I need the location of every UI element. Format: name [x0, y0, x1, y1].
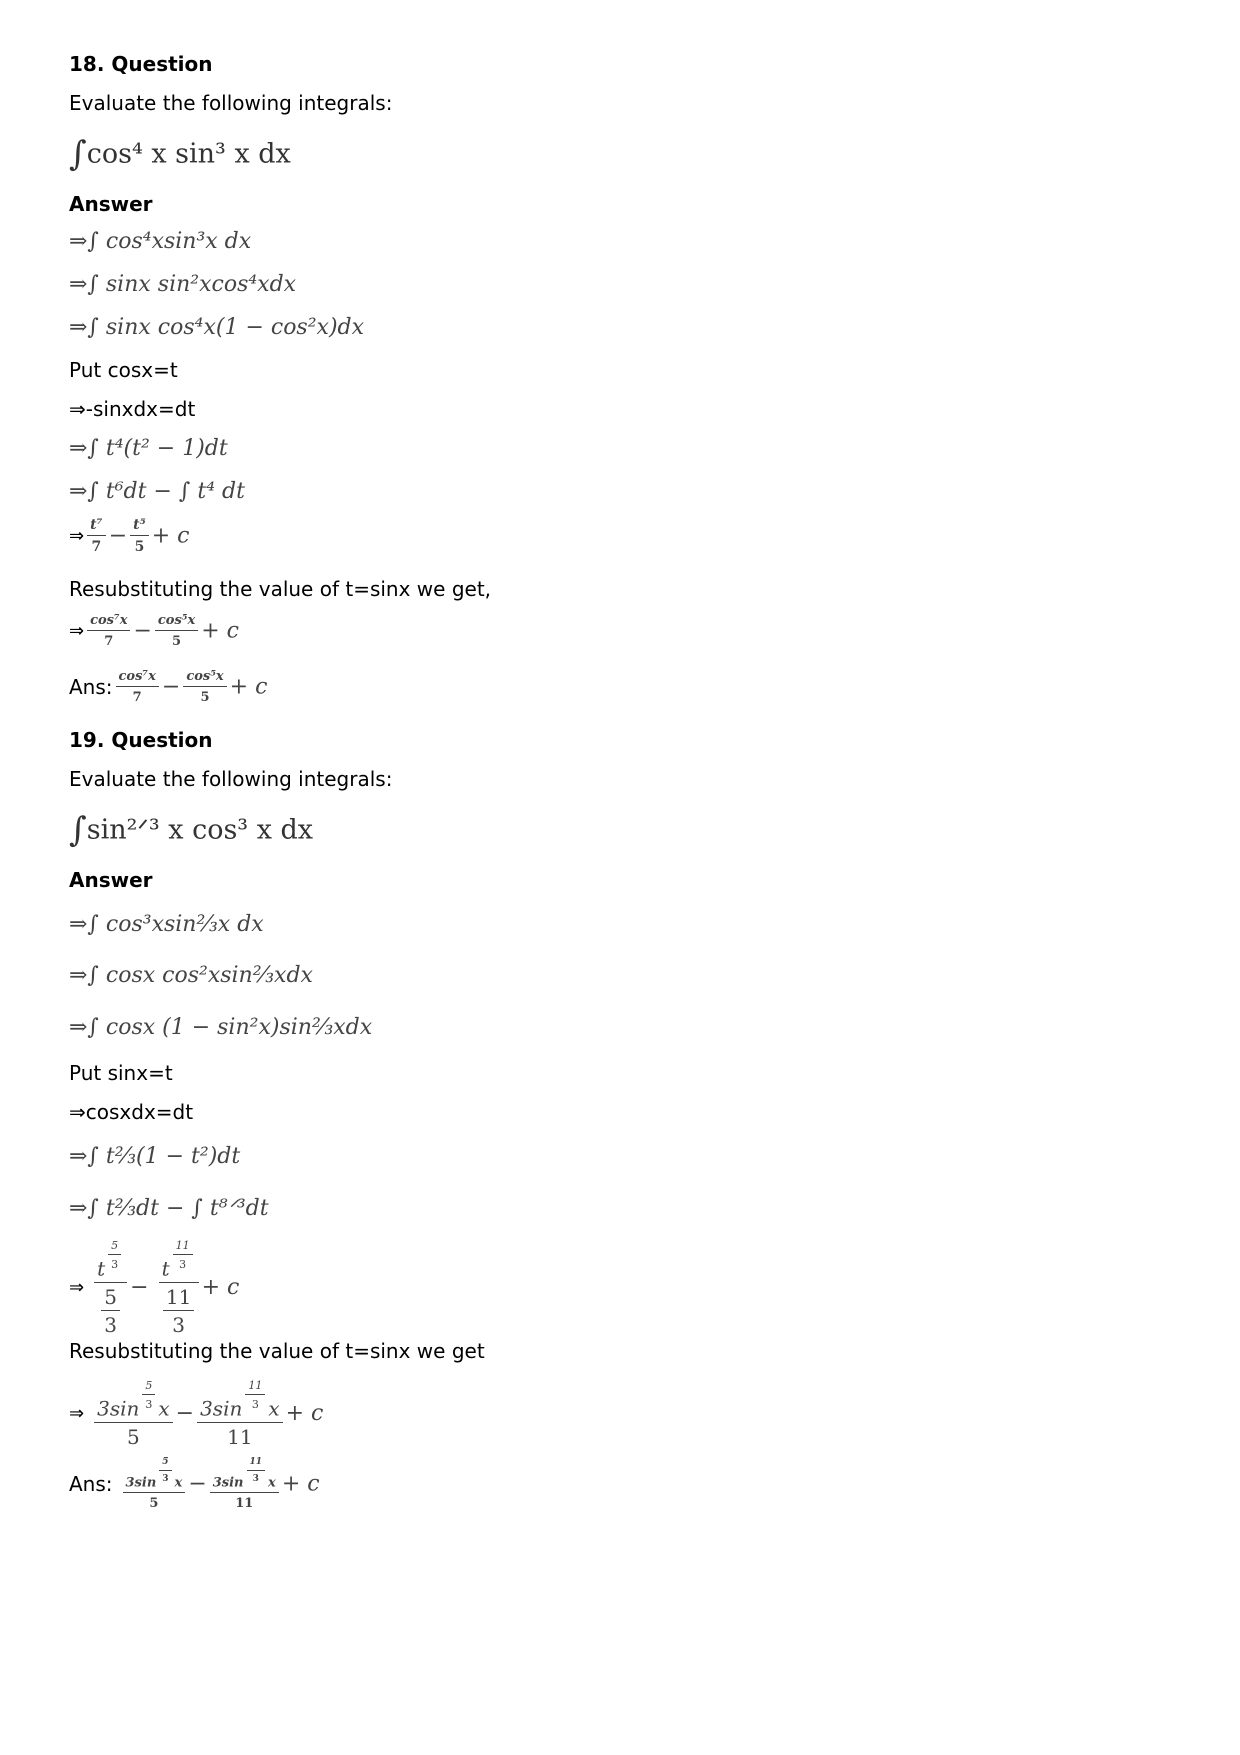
base-variable: t — [161, 1256, 170, 1281]
constant-term: + c — [285, 1400, 324, 1426]
compound-fraction — [159, 1240, 199, 1335]
fraction-denominator: 11 — [235, 1496, 254, 1512]
exponent-denominator: 3 — [162, 1474, 169, 1484]
fraction-denominator: 11 — [227, 1424, 253, 1449]
q19-substitution: Put sinx=t — [69, 1061, 173, 1085]
answer-label: Ans: — [69, 675, 113, 699]
constant-term: + c — [151, 523, 190, 549]
exponent-denominator: 3 — [111, 1258, 119, 1271]
coefficient-sin: 3sin — [212, 1475, 244, 1491]
q19-step-6 — [69, 1240, 239, 1335]
constant-term: + c — [201, 1274, 240, 1300]
q19-step-3: ⇒∫ cosx (1 − sin²x)sin⅔xdx — [69, 1015, 373, 1040]
implies-arrow: ⇒ — [69, 525, 85, 547]
q18-resubstitute: Resubstituting the value of t=sinx we get, — [69, 577, 492, 601]
question-19-heading: 19. Question — [69, 728, 213, 752]
exponent-numerator: 11 — [173, 1240, 193, 1255]
fraction-denominator: 3 — [104, 1312, 117, 1337]
coefficient-sin: 3sin — [125, 1475, 157, 1491]
fraction-denominator: 7 — [104, 634, 114, 649]
fraction-numerator: 5 — [101, 1287, 120, 1311]
q18-step-2: ⇒∫ sinx sin²xcos⁴xdx — [69, 272, 297, 297]
answer-label: Ans: — [69, 1472, 113, 1497]
exponent-denominator: 3 — [145, 1398, 153, 1411]
fraction-denominator: 5 — [127, 1424, 140, 1449]
fraction-denominator: 7 — [91, 539, 102, 555]
constant-term: + c — [229, 674, 268, 700]
q18-differential: ⇒-sinxdx=dt — [69, 397, 196, 421]
minus-sign: − — [175, 1400, 195, 1426]
variable-x: x — [268, 1396, 280, 1421]
constant-term: + c — [201, 618, 239, 644]
question-19-answer-heading: Answer — [69, 868, 153, 892]
q18-final-answer — [69, 670, 267, 704]
minus-sign: − — [161, 674, 181, 700]
fraction-denominator: 5 — [172, 634, 182, 649]
exponent-denominator: 3 — [179, 1258, 187, 1271]
question-18-heading: 18. Question — [69, 52, 213, 76]
question-19-instruction: Evaluate the following integrals: — [69, 767, 393, 791]
implies-arrow: ⇒ — [69, 620, 85, 642]
fraction-denominator: 7 — [132, 690, 142, 705]
question-18-instruction: Evaluate the following integrals: — [69, 91, 393, 115]
variable-x: x — [268, 1475, 276, 1491]
q18-step-1: ⇒∫ cos⁴xsin³x dx — [69, 229, 252, 254]
integral-sign: ∫ — [69, 810, 87, 850]
exponent-numerator: 11 — [247, 1458, 266, 1471]
q19-step-4: ⇒∫ t⅔(1 − t²)dt — [69, 1144, 241, 1169]
coefficient-sin: 3sin — [200, 1396, 243, 1421]
q18-step-4: ⇒∫ t⁴(t² − 1)dt — [69, 436, 228, 461]
minus-sign: − — [188, 1471, 207, 1497]
exponent-numerator: 5 — [159, 1458, 171, 1471]
fraction-denominator: 5 — [149, 1496, 159, 1512]
question-18-problem — [69, 134, 291, 174]
variable-x: x — [158, 1396, 170, 1421]
q18-step-6 — [69, 518, 190, 554]
fraction-numerator: t⁷ — [87, 518, 106, 536]
coefficient-sin: 3sin — [97, 1396, 140, 1421]
q19-final-answer — [69, 1458, 320, 1510]
q18-step-5: ⇒∫ t⁶dt − ∫ t⁴ dt — [69, 479, 245, 504]
q18-substitution: Put cosx=t — [69, 358, 178, 382]
q19-differential: ⇒cosxdx=dt — [69, 1100, 194, 1124]
exponent-numerator: 5 — [142, 1380, 155, 1395]
fraction-numerator: cos⁷x — [116, 670, 159, 687]
implies-arrow: ⇒ — [69, 1276, 85, 1298]
variable-x: x — [174, 1475, 183, 1491]
problem-expression: cos⁴ x sin³ x dx — [86, 138, 291, 170]
fraction-denominator: 3 — [172, 1312, 185, 1337]
exponent-numerator: 11 — [245, 1380, 265, 1395]
base-variable: t — [97, 1256, 106, 1281]
problem-expression: sin²ᐟ³ x cos³ x dx — [86, 814, 314, 846]
fraction-numerator: cos⁵x — [183, 670, 226, 687]
minus-sign: − — [130, 1274, 149, 1300]
minus-sign: − — [108, 523, 128, 549]
implies-arrow: ⇒ — [69, 1402, 85, 1424]
constant-term: + c — [281, 1471, 320, 1497]
fraction-numerator: 11 — [163, 1287, 194, 1311]
exponent-denominator: 3 — [252, 1474, 259, 1484]
q18-step-7 — [69, 614, 239, 648]
q19-resubstitute: Resubstituting the value of t=sinx we get — [69, 1339, 485, 1363]
exponent-numerator: 5 — [108, 1240, 121, 1255]
minus-sign: − — [133, 618, 152, 644]
q19-step-5: ⇒∫ t⅔dt − ∫ t⁸ᐟ³dt — [69, 1196, 269, 1221]
q19-step-1: ⇒∫ cos³xsin⅔x dx — [69, 912, 264, 937]
fraction-numerator: t⁵ — [130, 518, 149, 536]
integral-sign: ∫ — [69, 134, 87, 174]
fraction-denominator: 5 — [200, 690, 210, 705]
q18-step-3: ⇒∫ sinx cos⁴x(1 − cos²x)dx — [69, 315, 365, 340]
exponent-denominator: 3 — [251, 1398, 259, 1411]
q19-step-7 — [69, 1380, 323, 1447]
question-19-problem — [69, 810, 313, 850]
q19-step-2: ⇒∫ cosx cos²xsin⅔xdx — [69, 963, 313, 988]
fraction-numerator: cos⁵x — [155, 614, 198, 631]
compound-fraction — [94, 1240, 127, 1335]
fraction-numerator: cos⁷x — [87, 614, 130, 631]
fraction-denominator: 5 — [134, 539, 145, 555]
question-18-answer-heading: Answer — [69, 192, 153, 216]
